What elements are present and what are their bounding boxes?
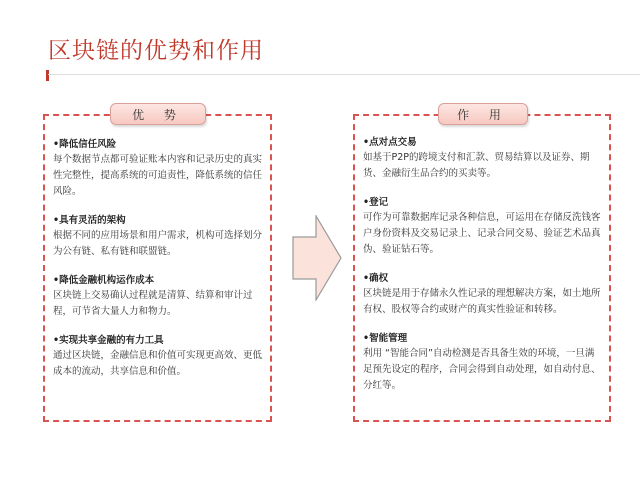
advantage-body: 区块链上交易确认过程就是清算、结算和审计过程，可节省大量人力和物力。 [53, 290, 253, 317]
advantage-body: 通过区块链，金融信息和价值可实现更高效、更低成本的流动，共享信息和价值。 [53, 350, 263, 377]
use-body: 如基于P2P的跨境支付和汇款、贸易结算以及证券、期货、金融衍生品合约的买卖等。 [363, 152, 590, 179]
use-title: •智能管理 [363, 333, 408, 344]
list-item [363, 332, 601, 394]
list-item [363, 136, 601, 182]
list-item [53, 334, 264, 380]
advantage-title: •降低信任风险 [53, 139, 117, 150]
use-body: 可作为可靠数据库记录各种信息，可运用在存储反洗钱客户身份资料及交易记录上、记录合同交易、验证艺术品真伪、验证钻石等。 [363, 212, 601, 255]
uses-list [363, 136, 601, 408]
uses-panel [353, 114, 611, 422]
use-body: 利用 “智能合同”自动检测是否具备生效的环境，一旦满足预先设定的程序，合同会得到自动处理，如自动付息、分红等。 [363, 348, 601, 391]
advantage-title: •降低金融机构运作成本 [53, 275, 155, 286]
use-title: •确权 [363, 273, 389, 284]
list-item [53, 274, 264, 320]
use-title: •登记 [363, 197, 389, 208]
title-accent-mark [46, 70, 49, 81]
uses-tab-label: 作 用 [438, 103, 528, 125]
title-divider [48, 74, 640, 75]
advantage-title: •具有灵活的架构 [53, 215, 126, 226]
right-arrow-icon [292, 215, 342, 301]
advantages-tab-label: 优 势 [110, 103, 206, 125]
use-title: •点对点交易 [363, 137, 417, 148]
list-item [363, 196, 601, 258]
list-item [363, 272, 601, 318]
advantages-list [53, 138, 264, 394]
advantage-title: •实现共享金融的有力工具 [53, 335, 164, 346]
page-title: 区块链的优势和作用 [48, 38, 264, 64]
advantage-body: 每个数据节点都可验证账本内容和记录历史的真实性完整性，提高系统的可追责性，降低系统的信任风险。 [53, 154, 263, 197]
list-item [53, 138, 264, 200]
list-item [53, 214, 264, 260]
advantages-panel [43, 114, 272, 422]
use-body: 区块链是用于存储永久性记录的理想解决方案，如土地所有权、股权等合约或财产的真实性验证和转移。 [363, 288, 601, 315]
advantage-body: 根据不同的应用场景和用户需求，机构可选择划分为公有链、私有链和联盟链。 [53, 230, 263, 257]
